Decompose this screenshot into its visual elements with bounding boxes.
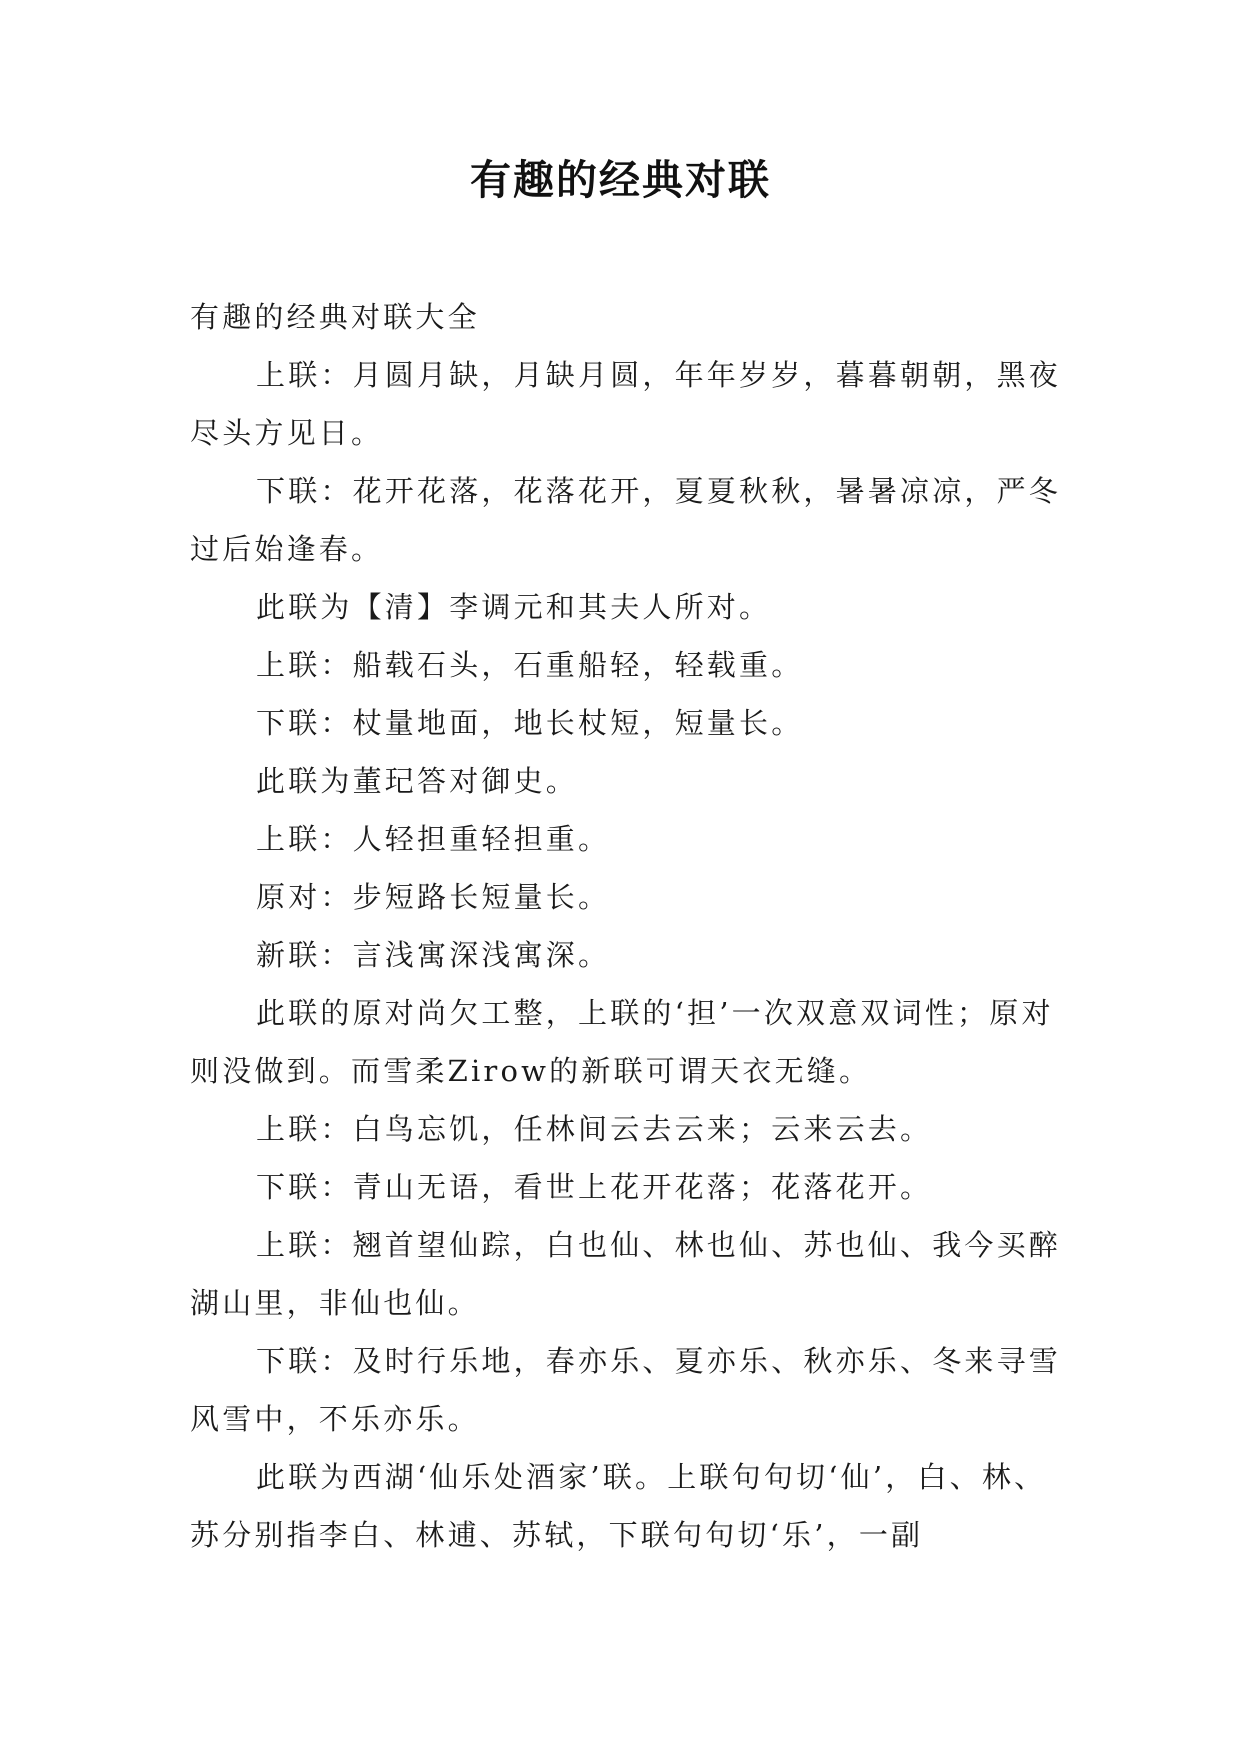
body-paragraph: 此联为【清】李调元和其夫人所对。 bbox=[256, 590, 772, 624]
body-paragraph: 上联：白鸟忘饥，任林间云去云来；云来云去。 bbox=[256, 1112, 933, 1146]
body-paragraph: 此联为董玘答对御史。 bbox=[256, 764, 579, 798]
body-paragraph: 上联：月圆月缺，月缺月圆，年年岁岁，暮暮朝朝，黑夜尽头方见日。 bbox=[190, 358, 1062, 450]
body-paragraph: 此联为西湖‘仙乐处酒家’联。上联句句切‘仙’，白、林、苏分别指李白、林逋、苏轼，下联句句切‘乐’，一副 bbox=[190, 1460, 1047, 1552]
document-body bbox=[190, 288, 1070, 1564]
body-paragraph: 此联的原对尚欠工整，上联的‘担’一次双意双词性；原对则没做到。而雪柔Zirow的新联可谓天衣无缝。 bbox=[190, 996, 1054, 1088]
document-title: 有趣的经典对联 bbox=[470, 156, 771, 204]
body-paragraph: 下联：青山无语，看世上花开花落；花落花开。 bbox=[256, 1170, 933, 1204]
body-paragraph: 原对：步短路长短量长。 bbox=[256, 880, 611, 914]
body-paragraph: 下联：杖量地面，地长杖短，短量长。 bbox=[256, 706, 804, 740]
body-paragraph: 下联：及时行乐地，春亦乐、夏亦乐、秋亦乐、冬来寻雪风雪中，不乐亦乐。 bbox=[190, 1344, 1062, 1436]
body-paragraph: 上联：船载石头，石重船轻，轻载重。 bbox=[256, 648, 804, 682]
body-paragraph: 上联：人轻担重轻担重。 bbox=[256, 822, 611, 856]
body-paragraph: 下联：花开花落，花落花开，夏夏秋秋，暑暑凉凉，严冬过后始逢春。 bbox=[190, 474, 1062, 566]
body-paragraph: 新联：言浅寓深浅寓深。 bbox=[256, 938, 611, 972]
document-subtitle: 有趣的经典对联大全 bbox=[190, 300, 480, 334]
body-paragraph: 上联：翘首望仙踪，白也仙、林也仙、苏也仙、我今买醉湖山里，非仙也仙。 bbox=[190, 1228, 1062, 1320]
